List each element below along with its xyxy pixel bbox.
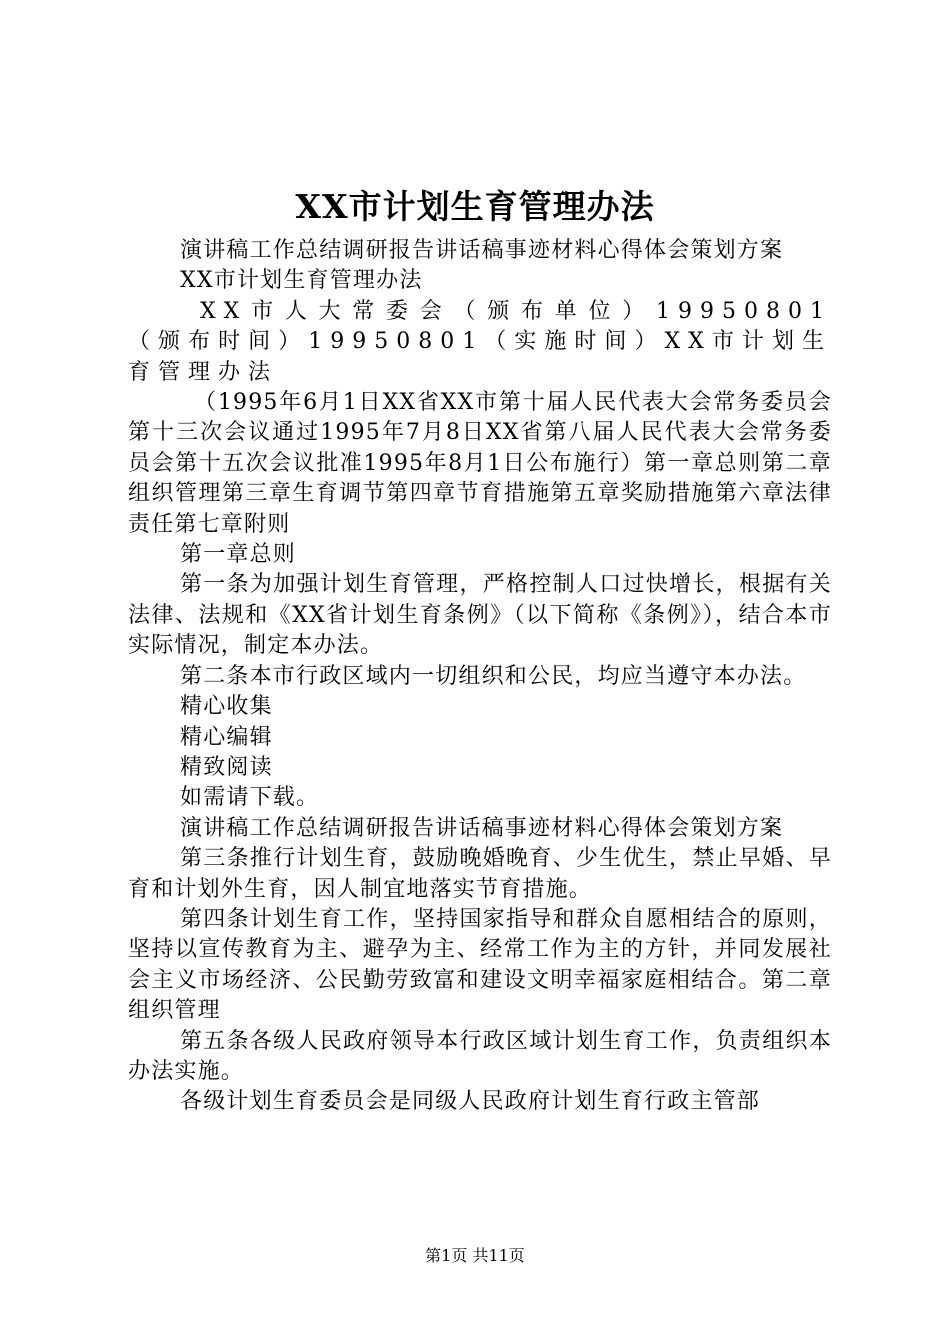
paragraph: 各级计划生育委员会是同级人民政府计划生育行政主管部 xyxy=(180,1089,761,1115)
paragraph: 演讲稿工作总结调研报告讲话稿事迹材料心得体会策划方案 xyxy=(180,815,784,841)
paragraph: 精心编辑 xyxy=(180,724,273,750)
paragraph: 如需请下载。 xyxy=(180,785,320,811)
paragraph: 第一条为加强计划生育管理，严格控制人口过快增长，根据有关法律、法规和《XX省计划生育条例》（以下简称《条例》），结合本市实际情况，制定本办法。 xyxy=(128,572,832,659)
paragraph: 演讲稿工作总结调研报告讲话稿事迹材料心得体会策划方案 xyxy=(180,238,784,263)
paragraph: XX市人大常委会（颁布单位）19950801（颁布时间）19950801（实施时间）XX市计划生育管理办法 xyxy=(128,298,832,385)
paragraph: （1995年6月1日XX省XX市第十届人民代表大会常务委员会第十三次会议通过1995年7月8日XX省第八届人民代表大会常务委员会第十五次会议批准1995年8月1日公布施行）第一章总则第二章组织管理第三章生育调节第四章节育措施第五章奖励措施第六章法律责任第七章附则 xyxy=(128,390,832,537)
paragraph: 第五条各级人民政府领导本行政区域计划生育工作，负责组织本办法实施。 xyxy=(128,1028,832,1084)
paragraph: 第二条本市行政区域内一切组织和公民，均应当遵守本办法。 xyxy=(180,663,807,689)
paragraph: 第一章总则 xyxy=(180,542,297,568)
document-body xyxy=(128,236,832,1118)
paragraph: 第四条计划生育工作，坚持国家指导和群众自愿相结合的原则，坚持以宣传教育为主、避孕为主、经常工作为主的方针，并同发展社会主义市场经济、公民勤劳致富和建设文明幸福家庭相结合。第二章组织管理 xyxy=(128,906,832,1024)
paragraph: XX市计划生育管理办法 xyxy=(180,268,423,294)
paragraph: 精心收集 xyxy=(180,694,273,720)
paragraph: 第三条推行计划生育，鼓励晚婚晚育、少生优生，禁止早婚、早育和计划外生育，因人制宜地落实节育措施。 xyxy=(128,846,832,902)
document-title: XX市计划生育管理办法 xyxy=(295,187,655,226)
paragraph: 精致阅读 xyxy=(180,754,273,780)
page-number-footer: 第1页 共11页 xyxy=(425,1246,525,1265)
